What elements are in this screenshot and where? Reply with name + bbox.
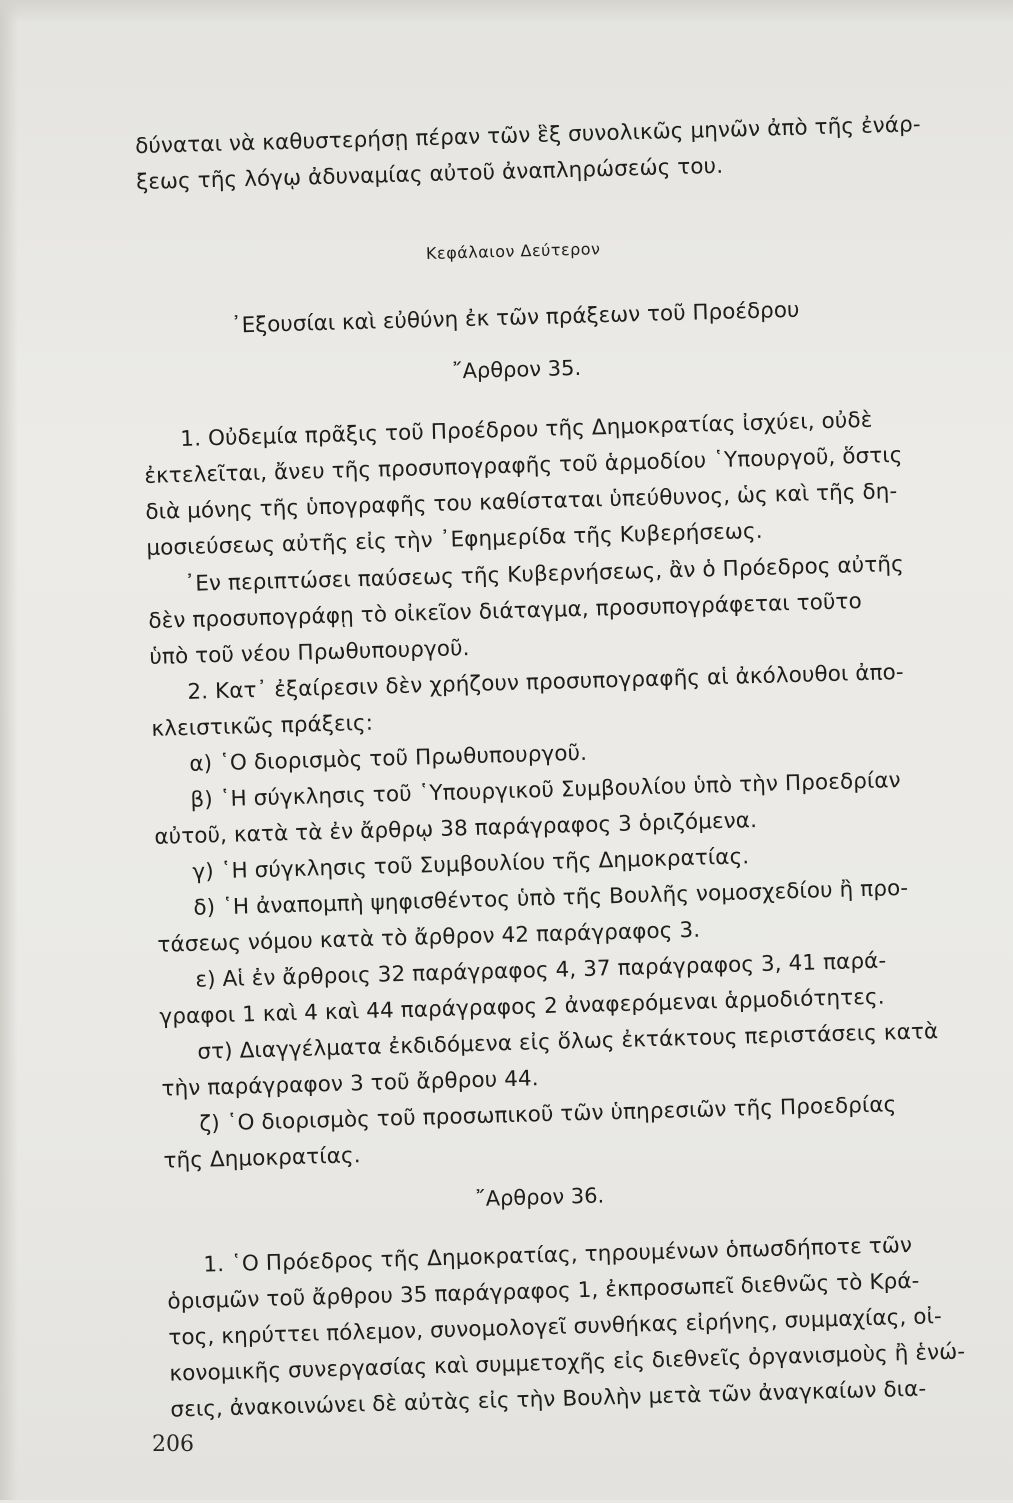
text-line: β) ῾Η σύγκλησις τοῦ ῾Υπουργικοῦ Συμβουλίου ὑπὸ τὴν Προεδρίαν xyxy=(190,768,902,813)
text-line: ε) Αἱ ἐν ἄρθροις 32 παράγραφος 4, 37 παράγραφος 3, 41 παρά- xyxy=(195,948,887,993)
text-line: τῆς Δημοκρατίας. xyxy=(163,1143,361,1174)
text-line: τὴν παράγραφον 3 τοῦ ἄρθρου 44. xyxy=(161,1066,540,1102)
text-line: δύναται νὰ καθυστερήσῃ πέραν τῶν ἓξ συνολικῶς μηνῶν ἀπὸ τῆς ἐνάρ- xyxy=(134,112,922,160)
text-line: διὰ μόνης τῆς ὑπογραφῆς του καθίσταται ὑπεύθυνος, ὡς καὶ τῆς δη- xyxy=(145,478,898,525)
text-line: 2. Κατ᾿ ἐξαίρεσιν δὲν χρήζουν προσυπογραφῆς αἱ ἀκόλουθοι ἀπο- xyxy=(187,659,905,705)
text-line: δὲν προσυπογράφῃ τὸ οἰκεῖον διάταγμα, προσυπογράφεται τοῦτο xyxy=(148,589,863,634)
article-36-heading: ῎Αρθρον 36. xyxy=(474,1183,605,1212)
text-line: γραφοι 1 καὶ 4 καὶ 44 παράγραφος 2 ἀναφερόμεναι ἁρμοδιότητες. xyxy=(159,984,885,1030)
text-line: μοσιεύσεως αὐτῆς εἰς τὴν ᾿Εφημερίδα τῆς Κυβερήσεως. xyxy=(146,518,763,561)
text-line: 1. ῾Ο Πρόεδρος τῆς Δημοκρατίας, τηρουμένων ὁπωσδήποτε τῶν xyxy=(203,1232,913,1278)
text-line: ὁρισμῶν τοῦ ἄρθρου 35 παράγραφος 1, ἐκπροσωπεῖ διεθνῶς τὸ Κρά- xyxy=(167,1268,920,1315)
text-line: τος, κηρύττει πόλεμον, συνομολογεῖ συνθήκας εἰρήνης, συμμαχίας, οἰ- xyxy=(168,1304,943,1351)
text-line: στ) Διαγγέλματα ἐκδιδόμενα εἰς ὅλως ἐκτάκτους περιστάσεις κατὰ xyxy=(197,1019,939,1065)
text-line: ξεως τῆς λόγῳ ἀδυναμίας αὐτοῦ ἀναπληρώσεώς του. xyxy=(135,153,724,196)
text-line: κλειστικῶς πράξεις: xyxy=(151,710,374,742)
text-line: ᾿Εν περιπτώσει παύσεως τῆς Κυβερνήσεως, ἂν ὁ Πρόεδρος αὐτῆς xyxy=(184,551,905,597)
text-line: 1. Οὐδεμία πρᾶξις τοῦ Προέδρου τῆς Δημοκρατίας ἰσχύει, οὐδὲ xyxy=(180,407,873,452)
article-35-heading: ῎Αρθρον 35. xyxy=(451,355,582,384)
text-line: τάσεως νόμου κατὰ τὸ ἄρθρον 42 παράγραφος 3. xyxy=(157,917,701,958)
text-line: ὑπὸ τοῦ νέου Πρωθυπουργοῦ. xyxy=(149,636,470,670)
text-line: ἐκτελεῖται, ἄνευ τῆς προσυπογραφῆς τοῦ ἁρμοδίου ῾Υπουργοῦ, ὅστις xyxy=(144,442,903,490)
text-line: ζ) ῾Ο διορισμὸς τοῦ προσωπικοῦ τῶν ὑπηρεσιῶν τῆς Προεδρίας xyxy=(199,1092,897,1137)
text-line: αὐτοῦ, κατὰ τὰ ἐν ἄρθρῳ 38 παράγραφος 3 ὁριζόμενα. xyxy=(154,808,758,850)
section-title: ᾿Εξουσίαι καὶ εὐθύνη ἐκ τῶν πράξεων τοῦ Προέδρου xyxy=(230,297,800,339)
text-line: κονομικῆς συνεργασίας καὶ συμμετοχῆς εἰς διεθνεῖς ὀργανισμοὺς ἢ ἑνώ- xyxy=(169,1339,966,1387)
page-number: 206 xyxy=(152,1432,194,1457)
text-line: γ) ῾Η σύγκλησις τοῦ Συμβουλίου τῆς Δημοκρατίας. xyxy=(192,844,750,885)
chapter-heading: Κεφάλαιον Δεύτερον xyxy=(425,239,601,264)
text-line: δ) ῾Η ἀναπομπὴ ψηφισθέντος ὑπὸ τῆς Βουλῆς νομοσχεδίου ἢ προ- xyxy=(193,875,909,921)
text-line: α) ῾Ο διορισμὸς τοῦ Πρωθυπουργοῦ. xyxy=(189,740,588,777)
text-line: σεις, ἀνακοινώνει δὲ αὐτὰς εἰς τὴν Βουλὴν μετὰ τῶν ἀναγκαίων δια- xyxy=(170,1376,927,1423)
